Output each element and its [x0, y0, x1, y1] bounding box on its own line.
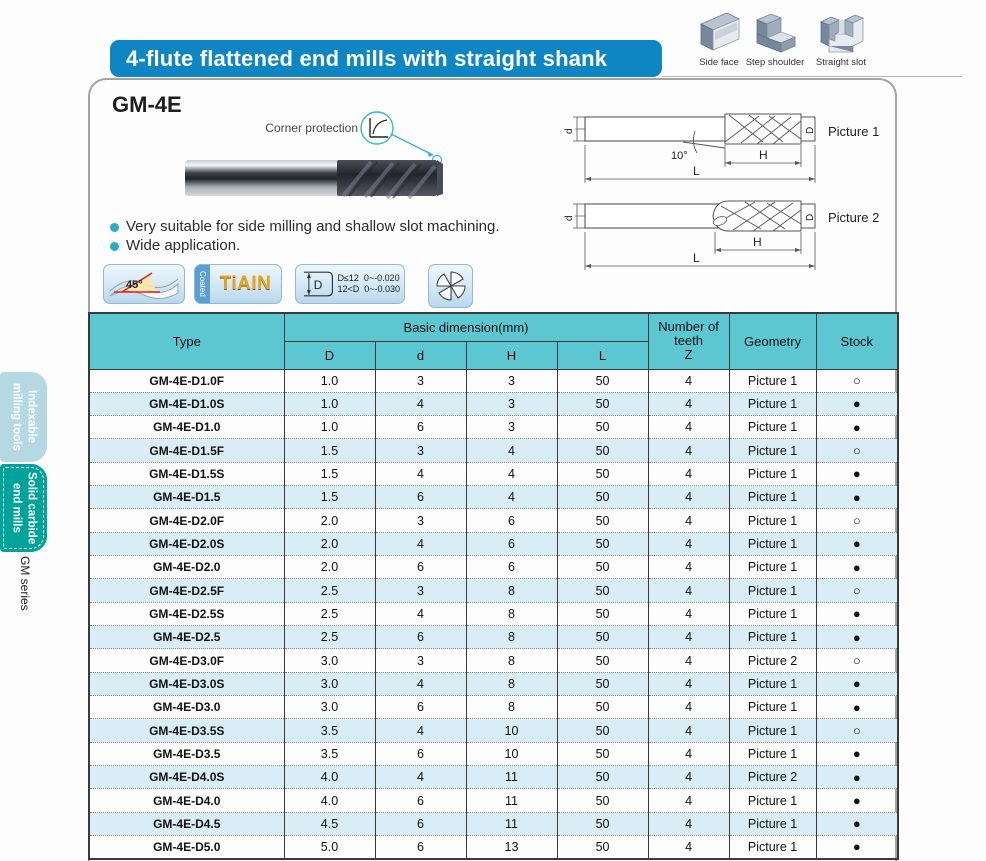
cell-geometry: Picture 1 [729, 439, 816, 462]
cell-H: 3 [466, 416, 557, 439]
stock-filled-icon: ● [816, 789, 898, 812]
cell-type: GM-4E-D2.5S [89, 602, 284, 625]
cell-L: 50 [557, 439, 648, 462]
cell-D: 3.5 [284, 719, 375, 742]
application-icons [680, 8, 970, 74]
step-shoulder-icon [749, 8, 801, 56]
cell-type: GM-4E-D3.0 [89, 696, 284, 719]
stock-filled-icon: ● [816, 836, 898, 859]
svg-text:D: D [805, 213, 816, 221]
stock-filled-icon: ● [816, 392, 898, 415]
cell-d: 6 [375, 486, 466, 509]
cell-H: 8 [466, 672, 557, 695]
cell-type: GM-4E-D4.5 [89, 812, 284, 835]
cell-D: 3.0 [284, 649, 375, 672]
table-row [89, 696, 898, 719]
page-banner [110, 40, 662, 77]
cell-geometry: Picture 1 [729, 416, 816, 439]
stock-open-icon: ○ [816, 439, 898, 462]
cell-H: 6 [466, 556, 557, 579]
stock-filled-icon: ● [816, 532, 898, 555]
table-row [89, 579, 898, 602]
cell-geometry: Picture 1 [729, 812, 816, 835]
cell-d: 6 [375, 812, 466, 835]
table-row [89, 439, 898, 462]
stock-filled-icon: ● [816, 672, 898, 695]
cell-geometry: Picture 1 [729, 532, 816, 555]
svg-text:d: d [564, 215, 575, 221]
cell-L: 50 [557, 626, 648, 649]
cell-D: 2.5 [284, 579, 375, 602]
cell-H: 4 [466, 462, 557, 485]
divider-line [662, 76, 962, 77]
cell-d: 3 [375, 439, 466, 462]
drawing-picture-2 [563, 188, 821, 274]
cell-geometry: Picture 1 [729, 719, 816, 742]
cell-type: GM-4E-D2.5 [89, 626, 284, 649]
svg-text:10°: 10° [671, 150, 688, 162]
header-dim-d: d [375, 341, 466, 369]
cell-type: GM-4E-D2.0S [89, 532, 284, 555]
svg-text:H: H [753, 235, 762, 249]
cell-d: 4 [375, 672, 466, 695]
svg-text:H: H [759, 148, 768, 162]
table-row [89, 766, 898, 789]
stock-open-icon: ○ [816, 649, 898, 672]
cell-L: 50 [557, 696, 648, 719]
cell-d: 4 [375, 532, 466, 555]
cell-teeth-z: 4 [648, 719, 729, 742]
table-row [89, 509, 898, 532]
cell-type: GM-4E-D1.5 [89, 486, 284, 509]
table-row [89, 649, 898, 672]
cell-H: 11 [466, 812, 557, 835]
table-row [89, 369, 898, 392]
table-row [89, 742, 898, 765]
cell-geometry: Picture 1 [729, 509, 816, 532]
cell-d: 6 [375, 416, 466, 439]
cell-H: 11 [466, 766, 557, 789]
corner-protection-label: Corner protection [265, 121, 358, 135]
cell-d: 6 [375, 742, 466, 765]
stock-filled-icon: ● [816, 602, 898, 625]
cell-teeth-z: 4 [648, 462, 729, 485]
cell-d: 6 [375, 836, 466, 859]
cell-geometry: Picture 1 [729, 696, 816, 719]
cell-teeth-z: 4 [648, 579, 729, 602]
cell-H: 13 [466, 836, 557, 859]
cell-L: 50 [557, 392, 648, 415]
cell-d: 3 [375, 509, 466, 532]
cell-geometry: Picture 1 [729, 672, 816, 695]
cell-D: 1.5 [284, 462, 375, 485]
cell-geometry: Picture 1 [729, 369, 816, 392]
cell-H: 11 [466, 789, 557, 812]
cell-D: 1.5 [284, 486, 375, 509]
cell-L: 50 [557, 462, 648, 485]
table-row [89, 556, 898, 579]
cell-H: 8 [466, 602, 557, 625]
cell-teeth-z: 4 [648, 812, 729, 835]
svg-text:L: L [693, 251, 700, 265]
header-geometry: Geometry [729, 313, 816, 369]
header-basic-dimension: Basic dimension(mm) [284, 313, 648, 341]
feature-item: Very suitable for side milling and shallow slot machining. [110, 217, 500, 236]
cell-L: 50 [557, 836, 648, 859]
table-row [89, 392, 898, 415]
cell-type: GM-4E-D2.5F [89, 579, 284, 602]
table-header [89, 313, 898, 369]
cell-teeth-z: 4 [648, 626, 729, 649]
page-title: 4-flute flattened end mills with straight shank [126, 46, 608, 71]
cell-D: 4.0 [284, 766, 375, 789]
coated-label: Coated [195, 265, 210, 303]
cell-H: 6 [466, 532, 557, 555]
flute-endview-icon [434, 269, 468, 303]
endview-badge [428, 264, 473, 308]
cell-d: 3 [375, 369, 466, 392]
table-row [89, 602, 898, 625]
picture1-label: Picture 1 [828, 124, 880, 139]
cell-geometry: Picture 1 [729, 626, 816, 649]
application-label: Straight slot [815, 57, 867, 68]
cell-teeth-z: 4 [648, 369, 729, 392]
feature-list [110, 217, 500, 255]
header-dim-L: L [557, 341, 648, 369]
cell-D: 4.5 [284, 812, 375, 835]
table-row [89, 462, 898, 485]
table-body [89, 369, 898, 859]
cell-teeth-z: 4 [648, 392, 729, 415]
cell-type: GM-4E-D1.5F [89, 439, 284, 462]
cell-teeth-z: 4 [648, 672, 729, 695]
cell-H: 4 [466, 486, 557, 509]
table-row [89, 416, 898, 439]
cell-type: GM-4E-D4.0 [89, 789, 284, 812]
cell-D: 1.5 [284, 439, 375, 462]
cell-H: 10 [466, 742, 557, 765]
stock-open-icon: ○ [816, 509, 898, 532]
cell-D: 4.0 [284, 789, 375, 812]
cell-geometry: Picture 2 [729, 766, 816, 789]
diameter-tolerance-icon [300, 268, 333, 300]
cell-L: 50 [557, 602, 648, 625]
cell-geometry: Picture 1 [729, 462, 816, 485]
cell-d: 3 [375, 579, 466, 602]
stock-filled-icon: ● [816, 812, 898, 835]
cell-geometry: Picture 1 [729, 602, 816, 625]
stock-filled-icon: ● [816, 766, 898, 789]
helix-45-icon [104, 265, 184, 303]
tolerance-text: D≤12 0~-0.020 12<D 0~-0.030 [337, 273, 400, 294]
header-type: Type [89, 313, 284, 369]
straight-slot-icon [815, 8, 867, 56]
cell-type: GM-4E-D3.5S [89, 719, 284, 742]
header-number-of-teeth: Number of teeth Z [648, 313, 729, 369]
stock-filled-icon: ● [816, 416, 898, 439]
spec-table [88, 312, 899, 860]
cell-D: 1.0 [284, 416, 375, 439]
table-row [89, 532, 898, 555]
cell-H: 8 [466, 649, 557, 672]
feature-item: Wide application. [110, 236, 500, 255]
cell-type: GM-4E-D1.0 [89, 416, 284, 439]
table-row [89, 672, 898, 695]
cell-L: 50 [557, 579, 648, 602]
cell-H: 4 [466, 439, 557, 462]
table-row [89, 719, 898, 742]
sidebar-tab-indexable-milling-tools[interactable]: Indexable milling tools [0, 372, 47, 462]
cell-type: GM-4E-D3.0F [89, 649, 284, 672]
cell-geometry: Picture 1 [729, 789, 816, 812]
gm-series-label: GM series [18, 556, 32, 611]
cell-teeth-z: 4 [648, 696, 729, 719]
cell-L: 50 [557, 509, 648, 532]
cell-H: 8 [466, 626, 557, 649]
cell-teeth-z: 4 [648, 742, 729, 765]
cell-geometry: Picture 1 [729, 742, 816, 765]
cell-D: 1.0 [284, 392, 375, 415]
cell-teeth-z: 4 [648, 532, 729, 555]
application-label: Side face [699, 57, 739, 68]
table-row [89, 789, 898, 812]
cell-H: 8 [466, 579, 557, 602]
cell-d: 4 [375, 766, 466, 789]
cell-type: GM-4E-D1.0F [89, 369, 284, 392]
cell-d: 6 [375, 626, 466, 649]
cell-type: GM-4E-D4.0S [89, 766, 284, 789]
cell-type: GM-4E-D1.0S [89, 392, 284, 415]
stock-filled-icon: ● [816, 462, 898, 485]
cell-L: 50 [557, 649, 648, 672]
cell-L: 50 [557, 369, 648, 392]
svg-text:45°: 45° [126, 279, 143, 291]
cell-d: 4 [375, 462, 466, 485]
svg-text:L: L [693, 164, 700, 178]
cell-teeth-z: 4 [648, 509, 729, 532]
cell-geometry: Picture 1 [729, 579, 816, 602]
stock-open-icon: ○ [816, 719, 898, 742]
svg-text:D: D [805, 126, 816, 134]
cell-H: 3 [466, 392, 557, 415]
cell-L: 50 [557, 532, 648, 555]
cell-H: 3 [466, 369, 557, 392]
cell-D: 2.0 [284, 532, 375, 555]
stock-filled-icon: ● [816, 626, 898, 649]
header-dim-H: H [466, 341, 557, 369]
cell-teeth-z: 4 [648, 649, 729, 672]
cell-d: 6 [375, 556, 466, 579]
cell-D: 3.5 [284, 742, 375, 765]
drawing-picture-1 [563, 101, 821, 187]
cell-L: 50 [557, 486, 648, 509]
cell-type: GM-4E-D5.0 [89, 836, 284, 859]
table-row [89, 836, 898, 859]
cell-L: 50 [557, 556, 648, 579]
cell-L: 50 [557, 719, 648, 742]
cell-H: 10 [466, 719, 557, 742]
cell-geometry: Picture 2 [729, 649, 816, 672]
application-label: Step shoulder [745, 57, 805, 68]
cell-D: 2.5 [284, 626, 375, 649]
stock-open-icon: ○ [816, 579, 898, 602]
cell-L: 50 [557, 742, 648, 765]
cell-H: 8 [466, 696, 557, 719]
cell-teeth-z: 4 [648, 556, 729, 579]
stock-filled-icon: ● [816, 742, 898, 765]
stock-filled-icon: ● [816, 556, 898, 579]
cell-type: GM-4E-D3.0S [89, 672, 284, 695]
cell-L: 50 [557, 766, 648, 789]
cell-d: 6 [375, 696, 466, 719]
cell-teeth-z: 4 [648, 602, 729, 625]
table-row [89, 812, 898, 835]
cell-H: 6 [466, 509, 557, 532]
cell-geometry: Picture 1 [729, 836, 816, 859]
cell-L: 50 [557, 812, 648, 835]
cell-D: 2.0 [284, 556, 375, 579]
picture2-label: Picture 2 [828, 210, 880, 225]
cell-teeth-z: 4 [648, 486, 729, 509]
cell-teeth-z: 4 [648, 836, 729, 859]
cell-d: 4 [375, 719, 466, 742]
cell-D: 2.5 [284, 602, 375, 625]
coating-name: TiAIN [219, 273, 272, 294]
side-face-icon [693, 8, 745, 56]
cell-d: 6 [375, 789, 466, 812]
cell-type: GM-4E-D3.5 [89, 742, 284, 765]
stock-filled-icon: ● [816, 486, 898, 509]
cell-type: GM-4E-D2.0F [89, 509, 284, 532]
cell-teeth-z: 4 [648, 439, 729, 462]
product-title: GM-4E [112, 92, 182, 117]
stock-open-icon: ○ [816, 369, 898, 392]
header-stock: Stock [816, 313, 898, 369]
cell-D: 1.0 [284, 369, 375, 392]
cell-teeth-z: 4 [648, 789, 729, 812]
cell-geometry: Picture 1 [729, 556, 816, 579]
cell-L: 50 [557, 416, 648, 439]
application-straight-slot [808, 8, 874, 68]
tolerance-badge [295, 264, 405, 304]
sidebar-tab-solid-carbide-end-mills[interactable]: Solid carbide end mills [0, 464, 47, 552]
stock-filled-icon: ● [816, 696, 898, 719]
svg-text:d: d [564, 128, 575, 134]
cell-geometry: Picture 1 [729, 486, 816, 509]
table-row [89, 486, 898, 509]
cell-d: 3 [375, 649, 466, 672]
cell-D: 5.0 [284, 836, 375, 859]
coating-badge [194, 264, 282, 304]
svg-text:D: D [313, 277, 323, 292]
helix-angle-badge [103, 264, 185, 304]
cell-D: 2.0 [284, 509, 375, 532]
cell-type: GM-4E-D1.5S [89, 462, 284, 485]
cell-D: 3.0 [284, 672, 375, 695]
cell-D: 3.0 [284, 696, 375, 719]
cell-d: 4 [375, 392, 466, 415]
endmill-photo [185, 156, 443, 200]
bullet-icon [110, 242, 119, 251]
cell-teeth-z: 4 [648, 766, 729, 789]
cell-type: GM-4E-D2.0 [89, 556, 284, 579]
cell-L: 50 [557, 789, 648, 812]
bullet-icon [110, 223, 119, 232]
header-dim-D: D [284, 341, 375, 369]
table-row [89, 626, 898, 649]
cell-geometry: Picture 1 [729, 392, 816, 415]
cell-d: 4 [375, 602, 466, 625]
cell-teeth-z: 4 [648, 416, 729, 439]
application-step-shoulder [742, 8, 808, 68]
cell-L: 50 [557, 672, 648, 695]
